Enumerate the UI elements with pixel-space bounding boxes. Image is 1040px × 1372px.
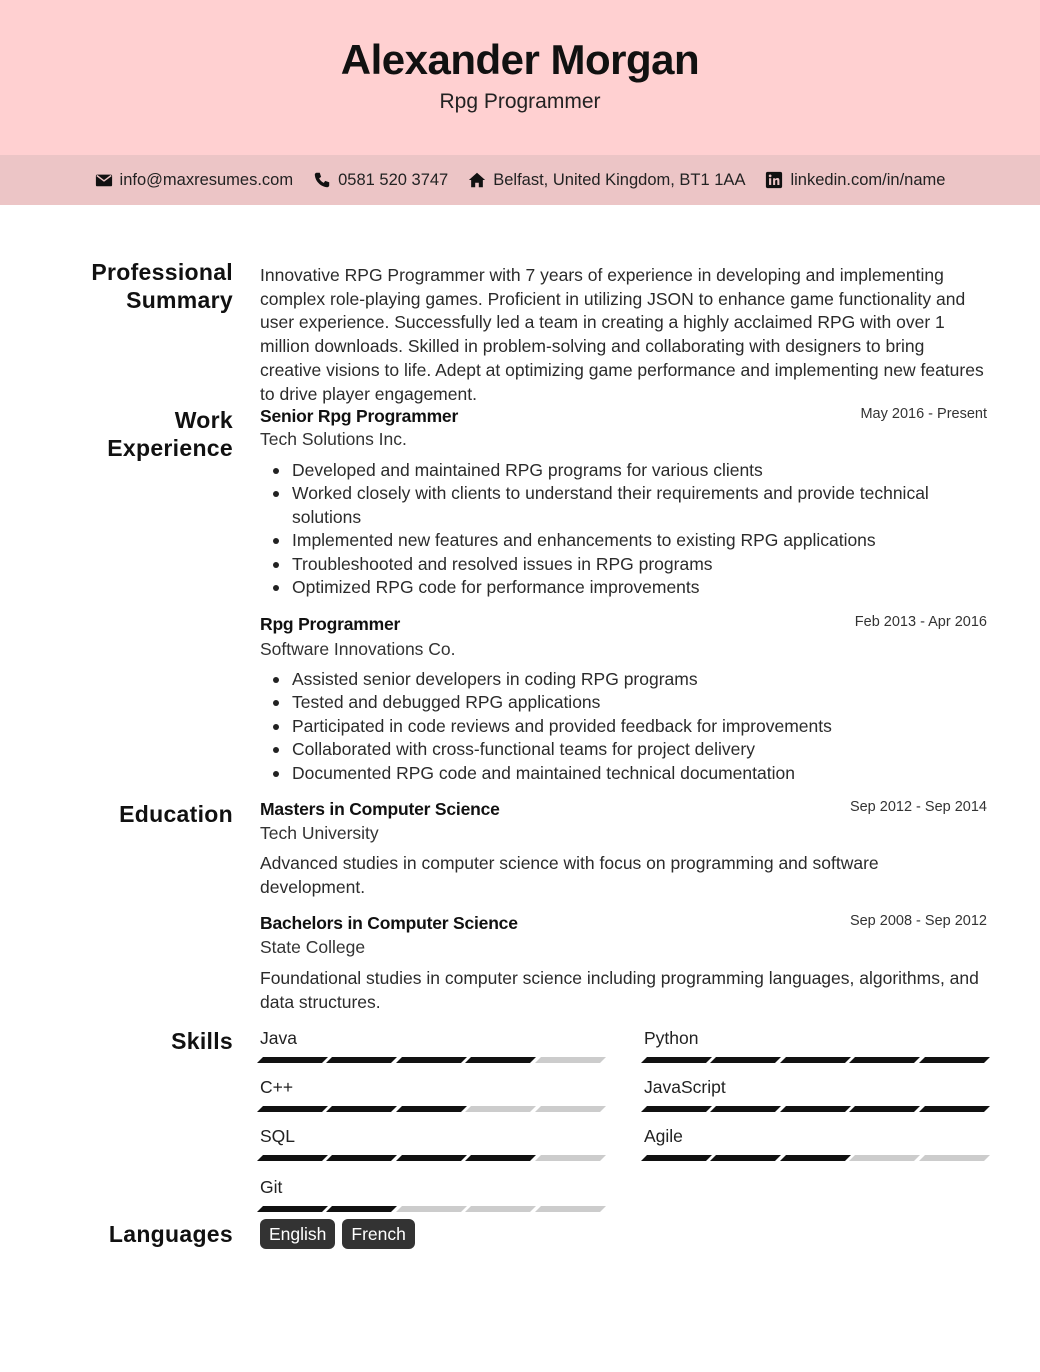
skill-item: [260, 1077, 603, 1098]
skill-level-bar: [260, 1155, 603, 1161]
skill-item: [260, 1177, 603, 1198]
skill-item: [644, 1028, 987, 1049]
skill-segment-filled: [257, 1106, 328, 1112]
skill-name: Python: [644, 1028, 699, 1048]
skill-segment-filled: [257, 1155, 328, 1161]
education-entry: [260, 799, 987, 904]
job-title-2: Rpg Programmer: [260, 614, 401, 634]
company-name-2: Software Innovations Co.: [260, 639, 456, 659]
skill-segment-filled: [257, 1057, 328, 1063]
summary-text: Innovative RPG Programmer with 7 years of experience in developing and implementing complex role-playing games. Proficient in utilizing JSON to enhance game functionality and user experience. Successfully led a team in creating a highly acclaimed RPG with over 1 million downloads. Skilled in problem-solving and collaborating with designers to bring creative visions to life. Adept at optimizing game performance and implementing new features to drive player engagement.: [260, 265, 984, 404]
linkedin-text: linkedin.com/in/name: [790, 170, 946, 189]
linkedin-icon: [765, 171, 783, 189]
skill-segment-filled: [849, 1057, 920, 1063]
skill-item: [260, 1028, 603, 1049]
skill-level-bar: [260, 1206, 603, 1212]
skill-segment-empty: [465, 1106, 536, 1112]
section-title-summary: [60, 258, 233, 314]
list-item: Troubleshooted and resolved issues in RPG programs: [260, 553, 987, 576]
job-entry: [260, 614, 987, 794]
skill-level-bar: [644, 1155, 987, 1161]
job-date-2: Feb 2013 - Apr 2016: [854, 614, 987, 630]
skill-segment-filled: [710, 1106, 781, 1112]
list-item: Participated in code reviews and provided feedback for improvements: [260, 715, 987, 738]
skill-segment-filled: [396, 1106, 467, 1112]
job-date-1: May 2016 - Present: [860, 406, 987, 422]
list-item: Collaborated with cross-functional teams for project delivery: [260, 738, 987, 761]
phone-text: 0581 520 3747: [338, 170, 449, 189]
resume-header: [0, 0, 1040, 155]
education-entry: [260, 913, 987, 1018]
skill-segment-empty: [535, 1057, 606, 1063]
section-title-line: Work: [174, 407, 233, 433]
job-bullets-2: [260, 668, 987, 785]
list-item: Tested and debugged RPG applications: [260, 691, 987, 714]
skill-segment-filled: [641, 1106, 712, 1112]
envelope-icon: [95, 171, 113, 189]
skill-segment-empty: [465, 1206, 536, 1212]
skill-name: Java: [260, 1028, 297, 1048]
job-entry: [260, 406, 987, 606]
skill-name: JavaScript: [644, 1077, 726, 1097]
language-tags: [260, 1219, 415, 1249]
skill-segment-filled: [326, 1057, 397, 1063]
section-title-languages: Languages: [108, 1221, 233, 1247]
contact-linkedin[interactable]: [765, 171, 945, 190]
skill-segment-filled: [396, 1155, 467, 1161]
skill-segment-filled: [710, 1155, 781, 1161]
candidate-name: Alexander Morgan: [340, 36, 700, 83]
education-date-2: Sep 2008 - Sep 2012: [849, 913, 987, 929]
company-name-1: Tech Solutions Inc.: [260, 429, 407, 449]
skill-segment-empty: [919, 1155, 990, 1161]
section-title-work: [60, 406, 233, 462]
skill-level-bar: [644, 1057, 987, 1063]
section-title-education: Education: [119, 801, 233, 827]
contact-phone[interactable]: [313, 171, 448, 190]
skill-segment-empty: [535, 1155, 606, 1161]
job-title-1: Senior Rpg Programmer: [260, 406, 459, 426]
job-title: Rpg Programmer: [439, 90, 601, 113]
language-tag: English: [260, 1219, 335, 1249]
skill-segment-empty: [849, 1155, 920, 1161]
skill-segment-filled: [465, 1057, 536, 1063]
skill-segment-filled: [780, 1057, 851, 1063]
skill-level-bar: [260, 1057, 603, 1063]
degree-1: Masters in Computer Science: [260, 799, 500, 819]
list-item: Implemented new features and enhancements to existing RPG applications: [260, 529, 987, 552]
education-description-1: Advanced studies in computer science with focus on programming and software development.: [260, 853, 879, 897]
list-item: Documented RPG code and maintained technical documentation: [260, 762, 987, 785]
education-description-2: Foundational studies in computer science including programming languages, algorithms, and data structures.: [260, 968, 979, 1012]
contact-bar: [0, 155, 1040, 205]
skill-name: Git: [260, 1177, 283, 1197]
home-icon: [468, 171, 486, 189]
degree-2: Bachelors in Computer Science: [260, 913, 518, 933]
skill-name: Agile: [644, 1126, 683, 1146]
list-item: Developed and maintained RPG programs for various clients: [260, 459, 987, 482]
section-title-line: Experience: [107, 435, 233, 461]
contact-email[interactable]: [95, 171, 294, 190]
education-date-1: Sep 2012 - Sep 2014: [849, 799, 987, 815]
address-text: Belfast, United Kingdom, BT1 1AA: [493, 170, 746, 189]
skill-item: [644, 1126, 987, 1147]
skill-segment-filled: [396, 1057, 467, 1063]
skill-segment-filled: [326, 1155, 397, 1161]
language-tag: French: [342, 1219, 414, 1249]
section-title-skills: Skills: [171, 1028, 233, 1054]
skill-item: [260, 1126, 603, 1147]
contact-address: [468, 171, 745, 190]
skill-segment-filled: [780, 1106, 851, 1112]
skill-segment-filled: [849, 1106, 920, 1112]
school-1: Tech University: [260, 823, 379, 843]
skill-segment-empty: [535, 1206, 606, 1212]
list-item: Optimized RPG code for performance improvements: [260, 576, 987, 599]
phone-icon: [313, 171, 331, 189]
skill-level-bar: [644, 1106, 987, 1112]
skill-segment-filled: [257, 1206, 328, 1212]
skill-level-bar: [260, 1106, 603, 1112]
skill-name: C++: [260, 1077, 294, 1097]
school-2: State College: [260, 937, 366, 957]
job-bullets-1: [260, 459, 987, 599]
skill-segment-filled: [641, 1057, 712, 1063]
skill-name: SQL: [260, 1126, 296, 1146]
skill-item: [644, 1077, 987, 1098]
skill-segment-filled: [919, 1106, 990, 1112]
skill-segment-filled: [780, 1155, 851, 1161]
skill-segment-empty: [396, 1206, 467, 1212]
list-item: Worked closely with clients to understand their requirements and provide technical solutions: [260, 482, 987, 529]
skill-segment-filled: [326, 1206, 397, 1212]
section-title-line: Professional: [91, 259, 233, 285]
list-item: Assisted senior developers in coding RPG programs: [260, 668, 987, 691]
section-title-line: Summary: [126, 287, 233, 313]
skill-segment-filled: [919, 1057, 990, 1063]
skill-segment-filled: [710, 1057, 781, 1063]
email-text: info@maxresumes.com: [119, 170, 294, 189]
skill-segment-empty: [535, 1106, 606, 1112]
skill-segment-filled: [641, 1155, 712, 1161]
skill-segment-filled: [465, 1155, 536, 1161]
skill-segment-filled: [326, 1106, 397, 1112]
